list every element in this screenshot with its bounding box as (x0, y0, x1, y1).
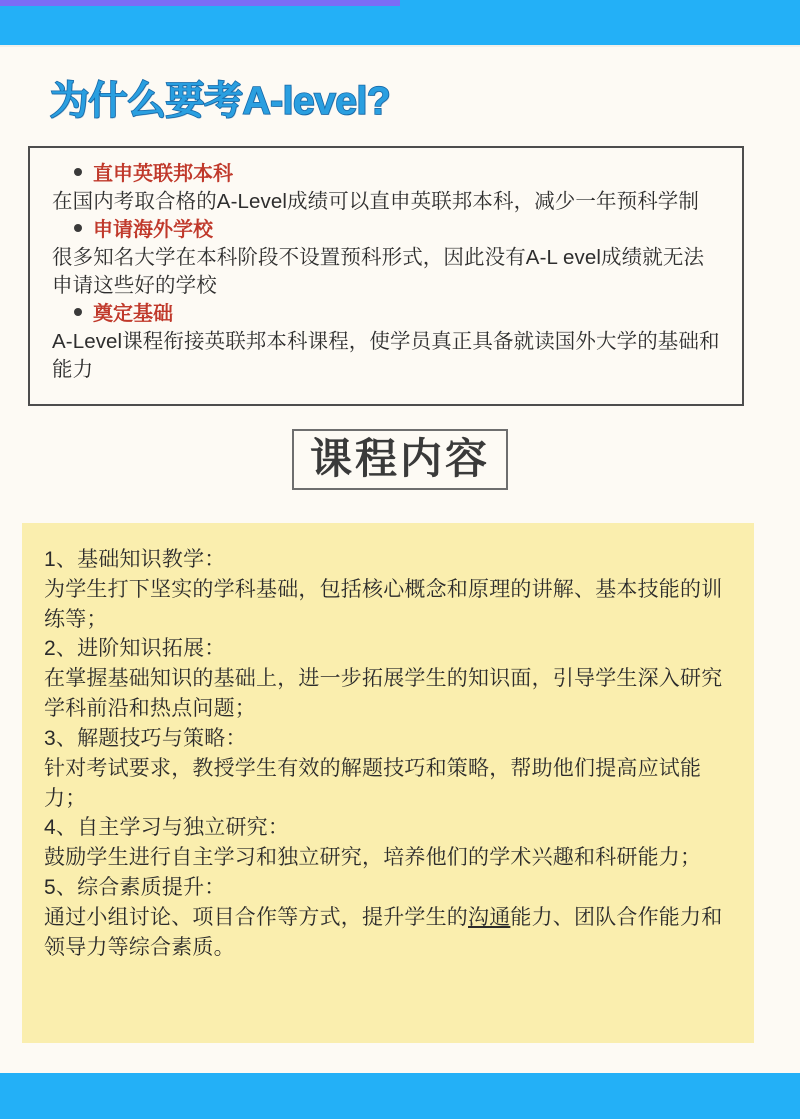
course-item-heading: 1、基础知识教学： (44, 548, 226, 571)
reason-body: 在国内考取合格的A-Level成绩可以直申英联邦本科，减少一年预科学制 (52, 190, 700, 213)
course-item-body-underlined: 沟通 (468, 905, 511, 929)
bullet-dot-icon (74, 168, 82, 176)
course-item-heading: 3、解题技巧与策略： (44, 726, 247, 750)
reasons-box (28, 146, 744, 406)
page-content (0, 47, 800, 1073)
bullet-dot-icon (74, 308, 82, 316)
bottom-blue-band (0, 1073, 800, 1119)
course-content-box (22, 523, 754, 1043)
reason-heading (74, 218, 724, 243)
reason-body: 很多知名大学在本科阶段不设置预科形式，因此没有A-L evel成绩就无法申请这些好的学校 (52, 245, 705, 297)
top-band-seam (0, 45, 800, 47)
course-item-body-pre: 通过小组讨论、项目合作等方式，提升学生的 (44, 905, 468, 929)
reason-heading (74, 162, 724, 187)
top-blue-band (0, 0, 800, 45)
course-item-body-post: 能力、团队合作能力和领导力等综合素质。 (44, 905, 723, 959)
course-item-body: 鼓励学生进行自主学习和独立研究，培养他们的学术兴趣和科研能力； (44, 846, 702, 870)
course-item-body-mixed (44, 903, 734, 963)
course-item-heading: 4、自主学习与独立研究： (44, 816, 290, 840)
reason-title: 直申英联邦本科 (93, 163, 233, 185)
reason-title: 奠定基础 (93, 302, 173, 325)
course-item-body: 为学生打下坚实的学科基础，包括核心概念和原理的讲解、基本技能的训练等； (44, 577, 723, 631)
page-title: 为什么要考A-level? (50, 80, 391, 123)
top-purple-accent-strip (0, 0, 400, 6)
reason-title: 申请海外学校 (93, 218, 213, 241)
course-item-body: 在掌握基础知识的基础上，进一步拓展学生的知识面，引导学生深入研究学科前沿和热点问题； (44, 667, 723, 721)
bullet-dot-icon (74, 224, 82, 232)
section-heading-wrap (0, 429, 800, 490)
course-item-heading: 2、进阶知识拓展： (44, 637, 226, 661)
course-item-body: 针对考试要求，教授学生有效的解题技巧和策略，帮助他们提高应试能力； (44, 756, 702, 810)
reason-heading (74, 302, 724, 327)
section-heading: 课程内容 (292, 429, 508, 490)
course-item-heading: 5、综合素质提升： (44, 875, 226, 899)
reason-body: A-Level课程衔接英联邦本科课程，使学员真正具备就读国外大学的基础和能力 (52, 329, 720, 381)
